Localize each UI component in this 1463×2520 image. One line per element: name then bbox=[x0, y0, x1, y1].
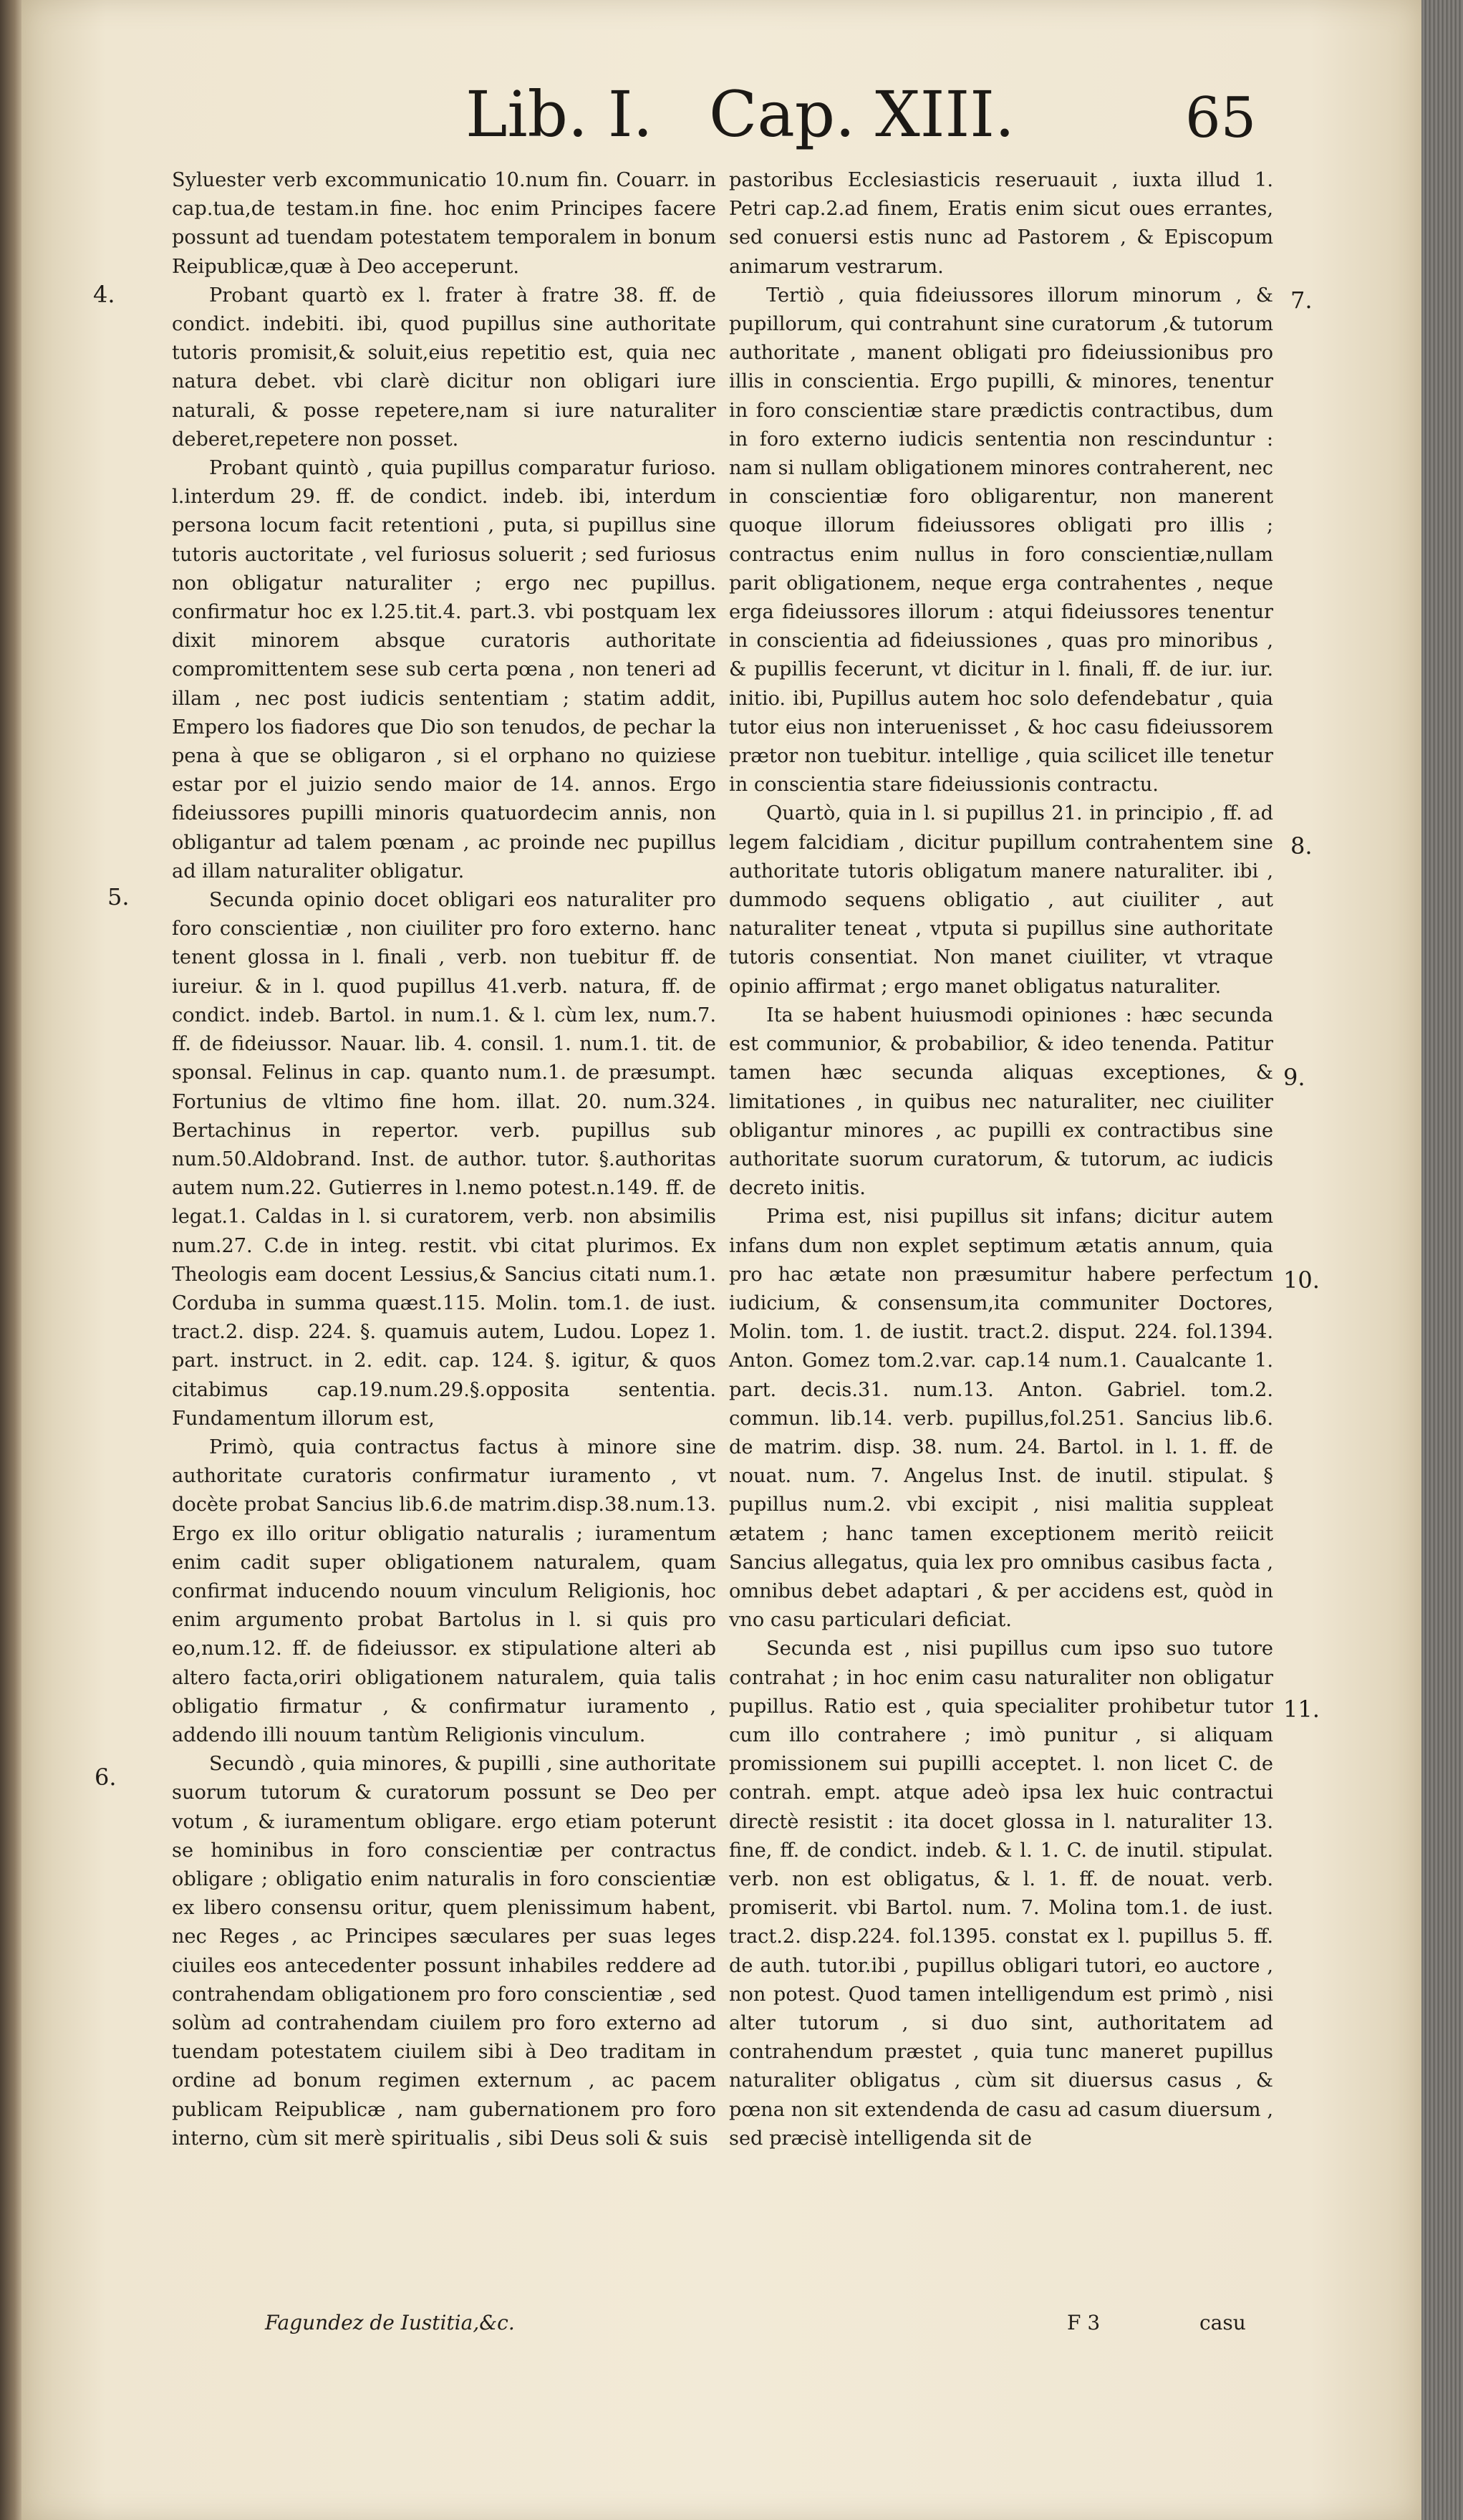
paragraph: Tertiò , quia fideiussores illorum minorum , & pupillorum, qui contrahunt sine curatorum ,& tutorum authoritate , manent obligati pro fideiussionibus pro illis in conscientia. Ergo pupilli, & minores, tenentur in foro conscientiæ stare prædictis contractibus, dum in foro externo iudicis sententia non rescinduntur : nam si nullam obligationem minores contraherent, nec in conscientiæ foro obligarentur, non manerent quoque illorum fideiussores obligati pro illis ; contractus enim nullus in foro conscientiæ,nullam parit obligationem, neque erga contrahentes , neque erga fideiussores illorum : atqui fideiussores tenentur in conscientia ad fideiussiones , quas pro minoribus , & pupillis fecerunt, vt dicitur in l. finali, ff. de iur. iur. initio. ibi, Pupillus autem hoc solo defendebatur , quia tutor eius non interuenisset , & hoc casu fideiussorem prætor non tuebitur. intellige , quia scilicet ille tenetur in conscientia stare fideiussionis contractu. bbox=[729, 284, 1273, 797]
page-number: 65 bbox=[1185, 86, 1257, 150]
paragraph: Probant quartò ex l. frater à fratre 38. ff. de condict. indebiti. ibi, quod pupillus sine authoritate tutoris promisit,& soluit,eius repetitio est, quia nec natura debet. vbi clarè dicitur non obligari iure naturali, & posse repetere,nam si iure naturaliter deberet,repetere non posset. bbox=[172, 284, 716, 451]
paragraph: Ita se habent huiusmodi opiniones : hæc secunda est communior, & probabilior, & ideo tenenda. Patitur tamen hæc secunda aliquas exceptiones, & limitationes , in quibus nec naturaliter, nec ciuiliter obligantur minores , ac pupilli ex contractibus sine authoritate suorum curatorum, & tutorum, ac iudicis decreto initis. bbox=[729, 1004, 1273, 1200]
paragraph: Primò, quia contractus factus à minore sine authoritate curatoris confirmatur iuramento , vt docète probat Sancius lib.6.de matrim.disp.38.num.13. Ergo ex illo oritur obligatio naturalis ; iuramentum enim cadit super obligationem naturalem, quam confirmat inducendo nouum vinculum Religionis, hoc enim argumento probat Bartolus in l. si quis pro eo,num.12. ff. de fideiussor. ex stipulatione alteri ab altero facta,oriri obligationem naturalem, quia talis obligatio firmatur , & confirmatur iuramento , addendo illi nouum tantùm Religionis vinculum. bbox=[172, 1435, 716, 1746]
right-text-column bbox=[729, 166, 1273, 2153]
margin-number: 6. bbox=[95, 1764, 117, 1791]
header-chapter: Cap. XIII. bbox=[709, 77, 1015, 151]
quire-signature: F 3 bbox=[1067, 2311, 1101, 2334]
margin-number: 8. bbox=[1290, 832, 1313, 860]
margin-number: 7. bbox=[1290, 287, 1313, 314]
margin-number: 10. bbox=[1283, 1266, 1320, 1294]
catchword: casu bbox=[1199, 2311, 1246, 2334]
page-footer bbox=[21, 2311, 1421, 2347]
running-header bbox=[21, 77, 1421, 156]
margin-number: 9. bbox=[1283, 1064, 1305, 1091]
paragraph: pastoribus Ecclesiasticis reseruauit , iuxta illud 1. Petri cap.2.ad finem, Eratis enim sicut oues errantes, sed conuersi estis nunc ad Pastorem , & Episcopum animarum vestrarum. bbox=[729, 169, 1273, 278]
book-page bbox=[21, 0, 1421, 2520]
header-book: Lib. I. bbox=[465, 77, 653, 151]
margin-number: 11. bbox=[1283, 1696, 1320, 1723]
running-signature: Fagundez de Iustitia,&c. bbox=[265, 2311, 515, 2334]
paragraph: Probant quintò , quia pupillus comparatur furioso. l.interdum 29. ff. de condict. indeb. ibi, interdum persona locum facit retentioni , puta, si pupillus sine tutoris auctoritate , vel furiosus soluerit ; sed furiosus non obligatur naturaliter ; ergo nec pupillus. confirmatur hoc ex l.25.tit.4. part.3. vbi postquam lex dixit minorem absque curatoris authoritate compromittentem sese sub certa pœna , non teneri ad illam , nec post iudicis sententiam ; statim addit, Empero los fiadores que Dio son tenudos, de pechar la pena à que se obligaron , si el orphano no quiziese estar por el juizio sendo maior de 14. annos. Ergo fideiussores pupilli minoris quatuordecim annis, non obligantur ad talem pœnam , ac proinde nec pupillus ad illam naturaliter obligatur. bbox=[172, 457, 716, 883]
book-binding-gutter bbox=[0, 0, 24, 2520]
margin-number: 5. bbox=[107, 883, 130, 910]
margin-number: 4. bbox=[93, 281, 115, 308]
paragraph: Prima est, nisi pupillus sit infans; dicitur autem infans dum non explet septimum ætatis annum, quia pro hac ætate non præsumitur habere perfectum iudicium, & consensum,ita communiter Doctores, Molin. tom. 1. de iustit. tract.2. disput. 224. fol.1394. Anton. Gomez tom.2.var. cap.14 num.1. Caualcante 1. part. decis.31. num.13. Anton. Gabriel. tom.2. commun. lib.14. verb. pupillus,fol.251. Sancius lib.6. de matrim. disp. 38. num. 24. Bartol. in l. 1. ff. de nouat. num. 7. Angelus Inst. de inutil. stipulat. § pupillus num.2. vbi excipit , nisi malitia suppleat ætatem ; hanc tamen exceptionem meritò reiicit Sancius allegatus, quia lex pro omnibus casibus facta , omnibus debet adaptari , & per accidens est, quòd in vno casu particulari deficiat. bbox=[729, 1206, 1273, 1632]
paragraph: Syluester verb excommunicatio 10.num fin. Couarr. in cap.tua,de testam.in fine. hoc enim Principes facere possunt ad tuendam potestatem temporalem in bonum Reipublicæ,quæ à Deo acceperunt. bbox=[172, 169, 716, 278]
paragraph: Secundò , quia minores, & pupilli , sine authoritate suorum tutorum & curatorum possunt se Deo per votum , & iuramentum obligare. ergo etiam poterunt se hominibus in foro conscientiæ per contractus obligare ; obligatio enim naturalis in foro conscientiæ ex libero consensu oritur, quem plenissimum habent, nec Reges , ac Principes sæculares per suas leges ciuiles eos antecedenter possunt inhabiles reddere ad contrahendam obligationem pro foro conscientiæ , sed solùm ad contrahendam ciuilem pro foro externo ad tuendam potestatem ciuilem sibi à Deo traditam in ordine ad bonum regimen externum , ac pacem publicam Reipublicæ , nam gubernationem pro foro interno, cùm sit merè spiritualis , sibi Deus soli & suis bbox=[172, 1753, 716, 2150]
paragraph: Secunda opinio docet obligari eos naturaliter pro foro conscientiæ , non ciuiliter pro foro externo. hanc tenent glossa in l. finali , verb. non tuebitur ff. de iureiur. & in l. quod pupillus 41.verb. natura, ff. de condict. indeb. Bartol. in num.1. & l. cùm lex, num.7. ff. de fideiussor. Nauar. lib. 4. consil. 1. num.1. tit. de sponsal. Felinus in cap. quanto num.1. de præsumpt. Fortunius de vltimo fine hom. illat. 20. num.324. Bertachinus in repertor. verb. pupillus sub num.50.Aldobrand. Inst. de author. tutor. §.authoritas autem num.22. Gutierres in l.nemo potest.n.149. ff. de legat.1. Caldas in l. si curatorem, verb. non absimilis num.27. C.de in integ. restit. vbi citat plurimos. Ex Theologis eam docent Lessius,& Sancius citati num.1. Corduba in summa quæst.115. Molin. tom.1. de iust. tract.2. disp. 224. §. quamuis autem, Ludou. Lopez 1. part. instruct. in 2. edit. cap. 124. §. igitur, & quos citabimus cap.19.num.29.§.opposita sententia. Fundamentum illorum est, bbox=[172, 889, 716, 1430]
paragraph: Quartò, quia in l. si pupillus 21. in principio , ff. ad legem falcidiam , dicitur pupillum contrahentem sine authoritate tutoris obligatum manere naturaliter. ibi , dummodo sequens obligatio , aut ciuiliter , aut naturaliter teneat , vtputa si pupillus sine authoritate tutoris consentiat. Non manet ciuiliter, vt vtraque opinio affirmat ; ergo manet obligatus naturaliter. bbox=[729, 802, 1273, 998]
page-edge-stack bbox=[1421, 0, 1463, 2520]
left-text-column bbox=[172, 166, 716, 2153]
paragraph: Secunda est , nisi pupillus cum ipso suo tutore contrahat ; in hoc enim casu naturaliter non obligatur pupillus. Ratio est , quia specialiter prohibetur tutor cum illo contrahere ; imò punitur , si aliquam promissionem sui pupilli acceptet. l. non licet C. de contrah. empt. atque adeò ipsa lex huic contractui directè resistit : ita docet glossa in l. naturaliter 13. fine, ff. de condict. indeb. & l. 1. C. de inutil. stipulat. verb. non est obligatus, & l. 1. ff. de nouat. verb. promiserit. vbi Bartol. num. 7. Molina tom.1. de iust. tract.2. disp.224. fol.1395. constat ex l. pupillus 5. ff. de auth. tutor.ibi , pupillus obligari tutori, eo auctore , non potest. Quod tamen intelligendum est primò , nisi alter tutorum , si duo sint, authoritatem ad contrahendum præstet , quia tunc maneret pupillus naturaliter obligatus , cùm sit diuersus casus , & pœna non sit extendenda de casu ad casum diuersum , sed præcisè intelligenda sit de bbox=[729, 1637, 1273, 2150]
